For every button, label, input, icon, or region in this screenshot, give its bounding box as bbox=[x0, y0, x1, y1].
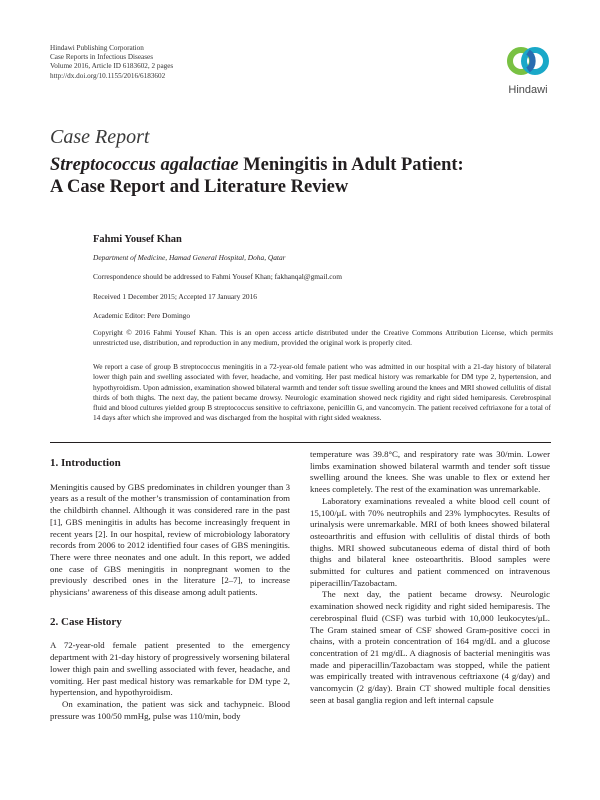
publisher-info bbox=[50, 44, 173, 81]
left-column bbox=[50, 458, 290, 722]
heading-introduction: 1. Introduction bbox=[50, 457, 121, 469]
right-paragraph-2: Laboratory examinations revealed a white blood cell count of 15,100/μL with 70% neutrophils and 23% lymphocytes. Results of urinalysis were unremarkable. MRI of both knees showed bilateral osteoarthritis and effusion with cellulitis of distal thirds of both thighs. MRI showed subcutaneous edema of distal third of both thighs and bilateral knee osteoarthritis. Blood samples were submitted for cultures and patient commenced on intravenous piperacillin/Tazobactam. bbox=[310, 495, 550, 588]
title-line1: Meningitis in Adult Patient: bbox=[238, 155, 464, 175]
case-paragraph-2: On examination, the patient was sick and tachypneic. Blood pressure was 100/50 mmHg, pulse was 110/min, body bbox=[50, 698, 290, 721]
author-name: Fahmi Yousef Khan bbox=[93, 234, 182, 245]
right-column bbox=[310, 449, 550, 706]
right-paragraph-1: temperature was 39.8°C, and respiratory rate was 30/min. Lower limbs examination showed bilateral warmth and tender soft tissue swelling around the knees. She was unable to flex or extend her knees completely. The rest of the examination was unremarkable. bbox=[310, 449, 550, 495]
affiliation: Department of Medicine, Hamad General Hospital, Doha, Qatar bbox=[93, 253, 286, 262]
case-paragraph-1: A 72-year-old female patient presented to the emergency department with 21-day history of progressively worsening bilateral lower thigh pain and swelling associated with fever, headache, and vomiting. Her past medical history was remarkable for DM type 2, hypertension, and hypothyroidism. bbox=[50, 640, 290, 698]
article-title bbox=[50, 154, 550, 198]
hindawi-logo-icon bbox=[505, 44, 551, 78]
abstract: We report a case of group B streptococcus meningitis in a 72-year-old female patient who was admitted in our hospital with a 21-day history of bilateral lower thigh pain and swelling associated with fever, headache, and vomiting. Her past medical history was remarkable for DM type 2, hypertension, and hypothyroidism. Upon admission, examination showed bilateral warmth and tender soft tissue swelling around the knees and MRI showed cellulitis of distal thirds of both thighs. The next day, the patient became drowsy. Neurologic examination showed neck rigidity and right sided hemiparesis. Cerebrospinal fluid and blood cultures yielded group B streptococcus sensitive to ceftriaxone, penicillin G, and vancomycin. The patient received ceftriaxone for a total of 14 days after which she improved and was discharged from the hospital with right sided weakness. bbox=[93, 362, 551, 423]
right-paragraph-3: The next day, the patient became drowsy. Neurologic examination showed neck rigidity and right sided hemiparesis. The cerebrospinal fluid (CSF) was turbid with 10,000 leukocytes/μL. The Gram stained smear of CSF showed Gram-positive cocci in chains, with a protein concentration of 164 mg/dL and a glucose concentration of 21 mg/dL. A diagnosis of bacterial meningitis was made and piperacillin/Tazobactam was stopped, while the patient was empirically treated with intravenous ceftriaxone (4 g/day) and vancomycin (2 g/day). Brain CT showed multiple focal densities seen at basal ganglia region and left internal capsule bbox=[310, 589, 550, 705]
hindawi-logo-text: Hindawi bbox=[508, 84, 548, 96]
volume-info: Volume 2016, Article ID 6183602, 2 pages bbox=[50, 62, 174, 71]
journal-name: Case Reports in Infectious Diseases bbox=[50, 53, 153, 62]
academic-editor: Academic Editor: Pere Domingo bbox=[93, 311, 191, 320]
divider bbox=[50, 442, 551, 443]
intro-paragraph: Meningitis caused by GBS predominates in children younger than 3 years as a result of the mother’s transmission of contamination from the childbirth channel. Although it was considered rare in the past [1], GBS meningitis in adults has become increasingly frequent in recent years [2]. In our hospital, review of microbiology laboratory records from 2006 to 2012 identified four cases of GBS meningitis. There were three neonates and one adult. In this report, we added one case of GBS meningitis in nonpregnant women to the previously described ones in the literature [2–7], to increase physicians’ awareness of this disease among adult patients. bbox=[50, 481, 290, 598]
article-type: Case Report bbox=[50, 126, 150, 148]
correspondence: Correspondence should be addressed to Fahmi Yousef Khan; fakhanqal@gmail.com bbox=[93, 272, 343, 281]
heading-case-history: 2. Case History bbox=[50, 615, 122, 628]
title-organism: Streptococcus agalactiae bbox=[50, 155, 239, 175]
copyright-notice: Copyright © 2016 Fahmi Yousef Khan. This is an open access article distributed under the Creative Commons Attribution License, which permits unrestricted use, distribution, and reproduction in any medium, provided the original work is properly cited. bbox=[93, 328, 553, 347]
article-dates: Received 1 December 2015; Accepted 17 January 2016 bbox=[93, 292, 257, 301]
doi-link[interactable]: http://dx.doi.org/10.1155/2016/6183602 bbox=[50, 71, 166, 80]
title-line2: A Case Report and Literature Review bbox=[50, 177, 349, 197]
hindawi-logo bbox=[496, 44, 560, 96]
publisher-name: Hindawi Publishing Corporation bbox=[50, 44, 144, 52]
